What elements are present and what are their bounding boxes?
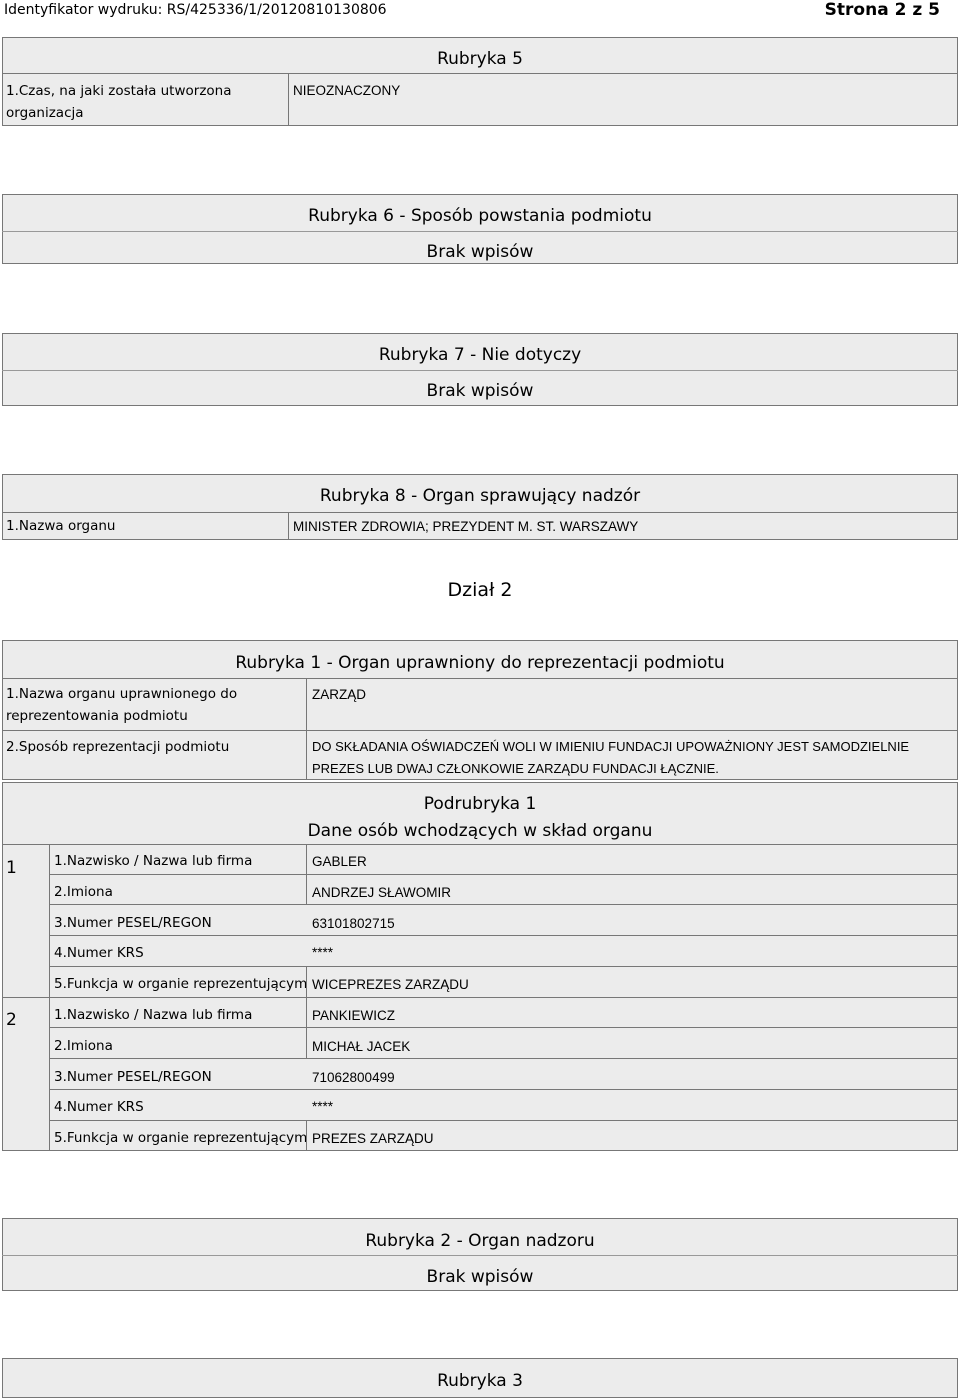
rubryka5-value: NIEOZNACZONY	[293, 83, 401, 98]
rubryka5-label: 1.Czas, na jaki została utworzona organizacja	[6, 83, 232, 121]
d2rubryka1-value1: ZARZĄD	[312, 687, 366, 702]
person-2-value-2: MICHAŁ JACEK	[312, 1039, 411, 1054]
person-1-number: 1	[6, 858, 17, 878]
person-1-value-1: GABLER	[312, 854, 367, 869]
d2rubryka2-value: Brak wpisów	[426, 1267, 534, 1287]
d2rubryka1-value1-cell	[306, 678, 958, 731]
person-1-label-4: 4.Numer KRS	[54, 945, 144, 961]
rubryka6-value: Brak wpisów	[426, 242, 534, 262]
d2rubryka2-title: Rubryka 2 - Organ nadzoru	[365, 1231, 595, 1251]
rubryka8-value: MINISTER ZDROWIA; PREZYDENT M. ST. WARSZAWY	[293, 519, 639, 534]
rubryka6-divider	[2, 231, 958, 232]
person-2-label-2: 2.Imiona	[54, 1038, 113, 1054]
person-2-label-1: 1.Nazwisko / Nazwa lub firma	[54, 1007, 253, 1023]
podrubryka1-subtitle: Dane osób wchodzących w skład organu	[307, 821, 653, 841]
rubryka8-title: Rubryka 8 - Organ sprawujący nadzór	[319, 486, 641, 506]
d2rubryka1-label2: 2.Sposób reprezentacji podmiotu	[6, 739, 230, 755]
rubryka7-value: Brak wpisów	[426, 381, 534, 401]
person-1-value-cell-1	[306, 844, 958, 875]
person-1-value-2: ANDRZEJ SŁAWOMIR	[312, 885, 452, 900]
dzial2-title: Dział 2	[447, 579, 513, 601]
person-1-label-1: 1.Nazwisko / Nazwa lub firma	[54, 853, 253, 869]
person-2-label-4: 4.Numer KRS	[54, 1099, 144, 1115]
person-1-value-5: WICEPREZES ZARZĄDU	[312, 977, 469, 992]
d2rubryka3-title: Rubryka 3	[437, 1371, 523, 1391]
d2rubryka1-label1: 1.Nazwa organu uprawnionego do reprezentowania podmiotu	[6, 686, 238, 724]
person-1-label-3: 3.Numer PESEL/REGON	[54, 915, 212, 931]
person-1-row-4	[49, 935, 958, 967]
page-number: Strona 2 z 5	[824, 0, 940, 20]
d2rubryka2-divider	[2, 1255, 958, 1256]
rubryka5-title: Rubryka 5	[437, 49, 523, 69]
person-2-label-3: 3.Numer PESEL/REGON	[54, 1069, 212, 1085]
person-1-label-5: 5.Funkcja w organie reprezentującym	[54, 976, 308, 992]
person-2-label-5: 5.Funkcja w organie reprezentującym	[54, 1130, 308, 1146]
rubryka7-divider	[2, 370, 958, 371]
person-2-row-4	[49, 1089, 958, 1121]
person-1-value-4: ****	[312, 945, 334, 960]
person-2-value-1: PANKIEWICZ	[312, 1008, 396, 1023]
print-identifier: Identyfikator wydruku: RS/425336/1/20120810130806	[4, 2, 387, 18]
rubryka7-title: Rubryka 7 - Nie dotyczy	[378, 345, 582, 365]
person-1-label-2: 2.Imiona	[54, 884, 113, 900]
rubryka8-label: 1.Nazwa organu	[6, 518, 116, 534]
person-2-value-4: ****	[312, 1099, 334, 1114]
d2rubryka1-title: Rubryka 1 - Organ uprawniony do reprezentacji podmiotu	[235, 653, 725, 673]
person-1-value-3: 63101802715	[312, 916, 395, 931]
d2rubryka1-value2: DO SKŁADANIA OŚWIADCZEŃ WOLI W IMIENIU FUNDACJI UPOWAŻNIONY JEST SAMODZIELNIE PREZES LUB DWAJ CZŁONKOWIE ZARZĄDU FUNDACJI ŁĄCZNIE.	[312, 739, 910, 776]
person-2-value-cell-1	[306, 997, 958, 1028]
rubryka5-value-cell	[288, 73, 958, 126]
podrubryka1-title: Podrubryka 1	[423, 794, 537, 814]
person-2-number: 2	[6, 1010, 17, 1030]
rubryka6-title: Rubryka 6 - Sposób powstania podmiotu	[308, 206, 652, 226]
person-2-value-5: PREZES ZARZĄDU	[312, 1131, 434, 1146]
person-2-value-3: 71062800499	[312, 1070, 395, 1085]
